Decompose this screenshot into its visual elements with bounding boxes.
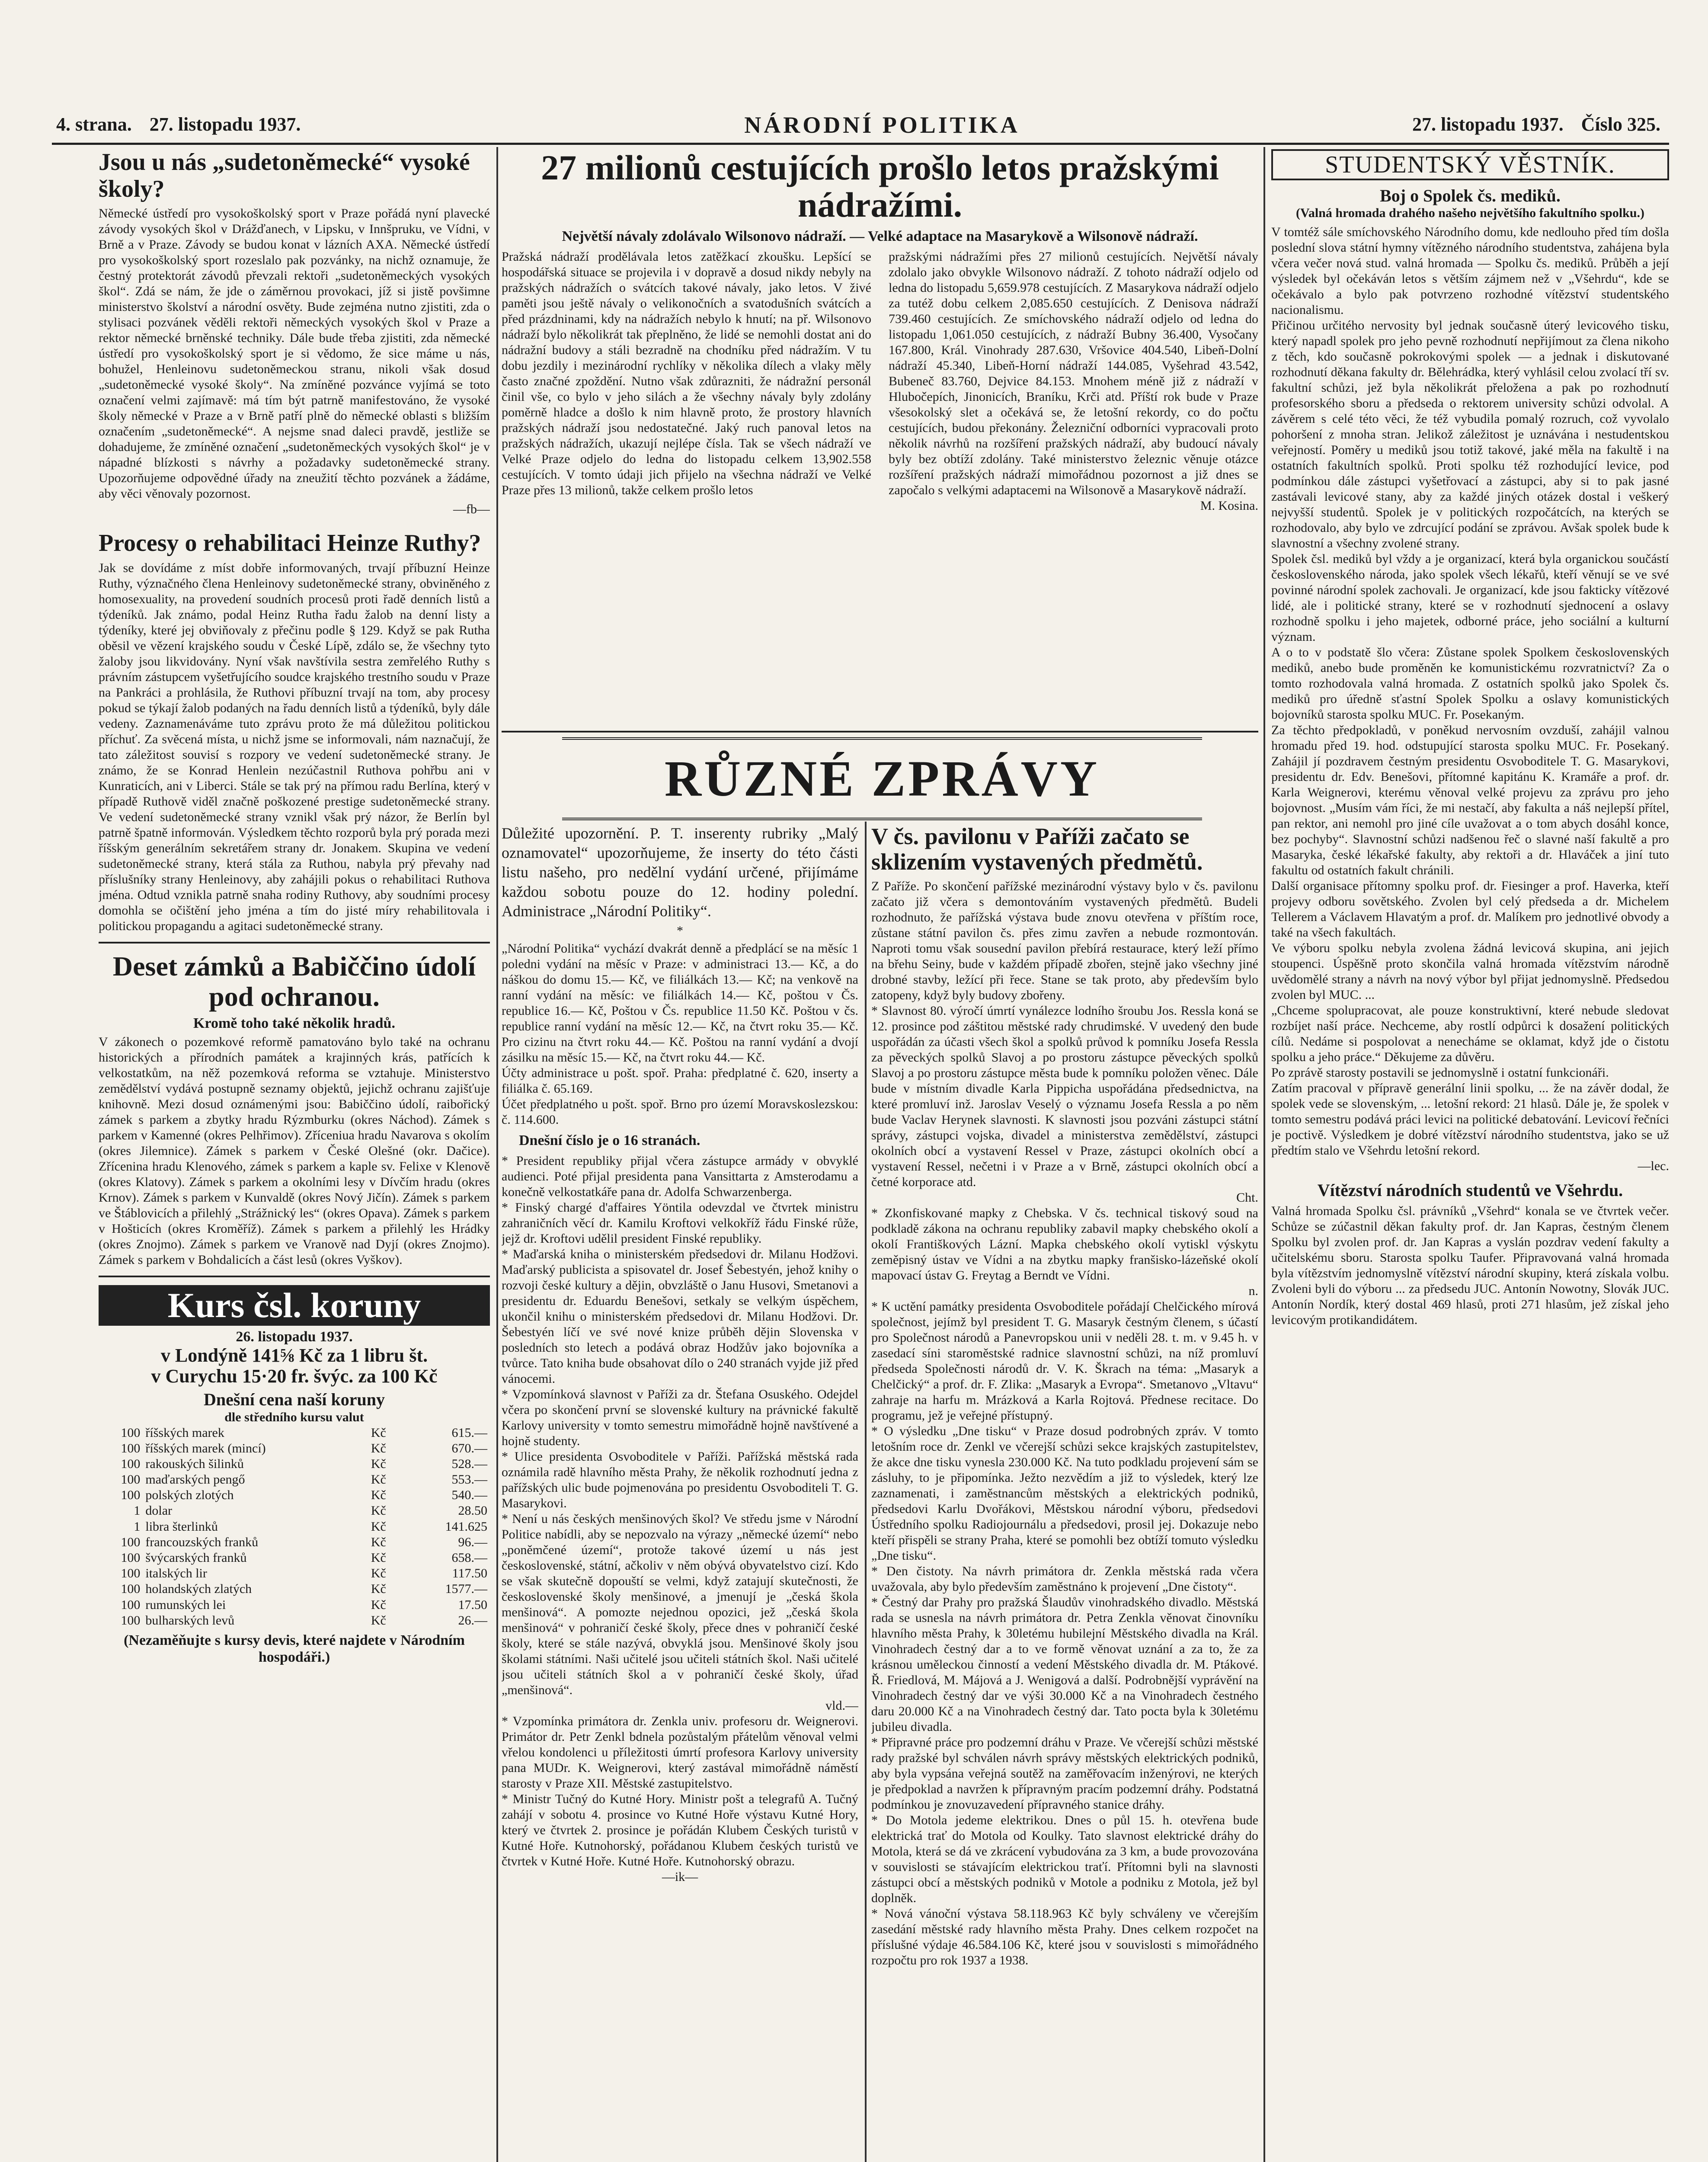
- column-rule-3: [1263, 147, 1265, 2162]
- subscription-info: „Národní Politika“ vychází dvakrát denně a předplácí se na měsíc 1 poledni vydání na měsíc v Praze: v administraci 13.— Kč, a do náškou do domu 15.— Kč, ve filiálkách 13.— Kč; na venkově na ranní vydání na měsíc: ve filiálkách 14.— Kč, poštou v Čs. republice 16.— Kč, Poštou v Čs. republice 11.50 Kč. Poštou v čs. republice ranní vydání na měsíc 12.— Kč, na čtvrt roku 35.— Kč. Pro cizinu na čtvrt roku 44.— Kč. Poštou na ranní vydání a dvojí zásilku na měsíc 15.— Kč, na čtvrt roku 44.— Kč.: [502, 941, 858, 1065]
- exchange-value: 658.—: [451, 1551, 487, 1565]
- exchange-unit: Kč: [371, 1566, 386, 1581]
- news-minority-schools: * Není u nás českých menšinových škol? Ve středu jsme v Národní Politice nabídli, aby se nepozvalo na výrazy „německé území“ nebo „poněmčené území“, protože takové území u nás jest československé, státní, ačkoliv v něm obývá obyvatelstvo cizí. Kdo se však skutečně dopouští se velmi, když zatajují skutečnosti, že československé školy menšinové, a jmenují je „česká škola menšinová“. A pomozte nejednou opozici, jež „česká škola menšinová“ v pohraničí české školy, přece dnes v pohraničí české školy, které se stále nazývá, obvyklá jsou. Menšinové školy jsou školami státními. Naši učitelé jsou učiteli státních škol. Naši učitelé jsou učiteli státních škol a v pohraničí české školy, úřad „menšinová“.: [502, 1512, 858, 1698]
- exchange-row: [99, 1535, 490, 1550]
- exchange-unit: Kč: [371, 1441, 386, 1455]
- exchange-unit: Kč: [371, 1456, 386, 1471]
- exchange-value: 96.—: [458, 1535, 487, 1549]
- medics-p6: Další organisace přítomny spolku prof. dr. Fiesinger a prof. Haverka, kteří projevy odboru sovětského. Zvolen byl celý předseda a dr. Michelem Tellerem a Václavem Hlavatým a prof. dr. Malíkem pro jednotlivé obvody a také na všech fakultách.: [1271, 879, 1669, 940]
- exchange-currency: polských zlotých: [145, 1488, 234, 1503]
- article-signature: —fb—: [453, 502, 490, 517]
- masthead-title: NÁRODNÍ POLITIKA: [744, 112, 1020, 138]
- exchange-amount: 100: [121, 1472, 141, 1487]
- exchange-row: [99, 1425, 490, 1441]
- news-metro: * Připravné práce pro podzemní dráhu v Praze. Ve včerejší schůzi městské rady pražské byl schválen návrh správy městských elektrických podniků, aby byla vypsána veřejná soutěž na zaměřovacím inženýrovi, ne kterých je předpoklad a navržen k přípravným pracím podzemní dráhy. Podstatná podmínkou je znovuzavedení přípravného stanice dráhy.: [871, 1735, 1258, 1812]
- exchange-unit: Kč: [371, 1519, 386, 1534]
- exchange-london: v Londýně 141⅝ Kč za 1 libru št.: [160, 1344, 428, 1366]
- exchange-currency: rakouských šilinků: [145, 1456, 244, 1471]
- article-body-railway-1: Pražská nádraží prodělávala letos zatěžkací zkoušku. Lepšící se hospodářská situace se projevila i v dopravě a dosud nikdy nebyly na pražských nádražích o svátcích takové návaly, jako letos. V živé paměti jsou ještě návaly o velikonočních a svatodušních svátcích a před prázdninami, kdy na nádražích nebylo k hnutí; na př. Wilsonovo nádraží bylo několikrát tak přeplněno, že lidé se nemohli dostat ani do nádražní budovy a stáli bezradně na chodníku před nádražím. V tu dobu jezdily i mezinárodní rychlíky v několika dílech a vlaky měly často značné zpoždění. Nutno však zdůrazniti, že nádražní personál činil vše, co bylo v jeho silách a že všechny návaly byly zdolány poměrně hladce a došlo k nim hlavně proto, že prostory hlavních pražských nádraží jsou nedostatečné. Jaký ruch panoval letos na pražských nádražích, ukazují nejlépe čísla. Tak se všech nádraží ve Velké Praze odjelo do ledna do listopadu celkem 13,902.558 cestujících. V tomto údaji jich přijelo na všechna nádraží ve Velké Praze přes 13 milionů, takže celkem prošlo letos: [502, 249, 871, 498]
- medics-p7: Ve výboru spolku nebyla zvolena žádná levicová skupina, ani jejich stoupenci. Úspěšně proto skončila valná hromada vítězstvím národně uvědomělé strany a návrh na nový výbor byl přijat jednomyslně. Předsedou zvolen byl MUC. ...: [1271, 941, 1669, 1002]
- article-title-pavilion: V čs. pavilonu v Paříži začato se sklizením vystavených předmětů.: [871, 824, 1203, 875]
- exchange-currency: holandských zlatých: [145, 1582, 252, 1596]
- exchange-value: 28.50: [458, 1503, 487, 1518]
- article-title-medics: Boj o Spolek čs. mediků.: [1380, 186, 1561, 205]
- exchange-amount: 1: [134, 1519, 141, 1534]
- exchange-currency: bulharských levů: [145, 1613, 235, 1628]
- exchange-value: 17.50: [458, 1597, 487, 1612]
- exchange-currency: švýcarských franků: [145, 1551, 247, 1565]
- exchange-value: 141.625: [445, 1519, 487, 1534]
- exchange-rate-title: Kurs čsl. koruny: [99, 1285, 490, 1326]
- news-ressel: * Slavnost 80. výročí úmrtí vynálezce lodního šroubu Jos. Ressla koná se 12. prosince pod záštitou městské rady chrudimské. V uvedený den bude uspořádán za účasti všech škol a spolků průvod k pomníku Josefa Ressla za pěveckých spolků Slavoj a po prostoru zástupce pěveckých spolků Slavoj a po prostoru zástupce města bude k pomníku položen věnec. Dále bude v místním divadle Karla Pippicha uspořádána předsednictva, na které promluví inž. Jaroslav Veselý o významu Josefa Ressla a po něm bude Vaclav Herynek slavnosti. K slavnosti jsou pozváni zástupci státní správy, zástupci vojska, divadel a ministerstva zemědělství, zástupci okolních obcí a vystavení Ressel v Praze, zástupci okolních obcí a vystavení Ressel, nečetni i v Praze a v Brně, zástupci okolních obcí a četné korporace atd.: [871, 1003, 1258, 1189]
- exchange-currency: italských lir: [145, 1566, 207, 1581]
- news-tucny-sig: —ik—: [662, 1870, 698, 1884]
- exchange-unit: Kč: [371, 1582, 386, 1596]
- exchange-footnote: (Nezaměňujte s kursy devis, které najdete v Národním hospodáři.): [124, 1632, 465, 1666]
- news-ressel-sig: Cht.: [1236, 1190, 1258, 1205]
- exchange-amount: 100: [121, 1535, 141, 1549]
- exchange-unit: Kč: [371, 1425, 386, 1440]
- exchange-zurich: v Curychu 15·20 fr. švýc. za 100 Kč: [151, 1366, 438, 1387]
- exchange-row: [99, 1456, 490, 1472]
- medics-p2: Přičinou určitého nervosity byl jednak současně úterý levicového tisku, který napadl spolek pro jeho pevně rozhodnutí nepřijímout za člena nikoho z těch, kdo současně pokrokovými spolek — a jednak i diskutované rozhodnutí děkana fakulty dr. Bělehrádka, který vyhlásil celou zvolací tří sv. fakultní schůzi, jež byla několikrát přeložena a pak po rozhodnutí profesorského sboru a předseda o rektorem university schůzi odvolal. A závěrem s celé této věci, že též vybudila pomalý rozruch, což vyvolalo pohoršení z mnoha stran. Jelikož záležitost je uznávána i nestudentskou veřejností. Poměry u mediků jsou totiž takové, jaké měla na fakultě i na ostatních fakultních spolků. Proti spolku též rozhodující levice, pod podmínkou dále zástupci vyšetřovací a zástupci, aby si to pak jasné zastávali levicové stany, aby za každé jiných otázek dostal i veškerý nejvyšší studentů. Spolek je v politických rozpočátcích, na kterých se rozhodovalo, aby bylo ve zdrcující podání se zprávou. Avšak spolek bude k slavnostní a všechny zvolené strany.: [1271, 318, 1669, 550]
- exchange-currency: dolar: [145, 1503, 173, 1518]
- news-motol-tram: * Do Motola jedeme elektrikou. Dnes o půl 15. h. otevřena bude elektrická trať do Motola od Koulky. Tato slavnost elektrické dráhy do Motola, která se dá ve zkrácení vybudována za 3 km, a bude provozována v souvislosti se stávajícím elektrickou traťí. Přítomni byli na slavnosti zástupci obcí a městských podniků v Motole a podniku z Motola, jež byl doplněk.: [871, 1813, 1258, 1905]
- exchange-amount: 100: [121, 1597, 141, 1612]
- exchange-amount: 100: [121, 1551, 141, 1565]
- exchange-row: [99, 1519, 490, 1535]
- exchange-amount: 100: [121, 1488, 141, 1503]
- accounts-brno: Účet předplatného u pošt. spoř. Brno pro území Moravskoslezskou: č. 114.600.: [502, 1097, 858, 1127]
- article-subtitle-castles: Kromě toho také několik hradů.: [193, 1015, 395, 1031]
- exchange-currency: francouzských franků: [145, 1535, 259, 1549]
- article-title-railway: 27 milionů cestujících prošlo letos pražskými nádražími.: [541, 149, 1219, 225]
- news-paris-street: * Ulice presidenta Osvoboditele v Paříži. Pařížská městská rada oznámila radě hlavního města Prahy, že několik rozhodnutí jedna z pařížských ulic bude pojmenována po presidentu Osvoboditeli T. G. Masarykovi.: [502, 1449, 858, 1511]
- news-vinohrady-theatre: * Čestný dar Prahy pro pražská Šlaudův vinohradského divadlo. Městská rada se usnesla na návrh primátora dr. Petra Zenkla věnovat činovníku hlavního města Prahy, k 30letému hubilejní Městského divadla na Král. Vinohradech čestný dar a to ve formě věnovat uznání a za to, že za krásnou uměleckou činností a vedení Městského divadla dr. M. Ptákové. Ř. Friedlová, M. Májová a J. Wenigová a další. Podrobnější vyprávění na Vinohradech čestný dar ve výši 30.000 Kč a na Vinohradech čestného daru 20.000 Kč a na Vinohradech čestný dar. Tato pocta byla k 30letému jubileu divadla.: [871, 1595, 1258, 1734]
- medics-p1: V tomtéž sále smíchovského Národního domu, kde nedlouho před tím došla poslední slova státní hymny vítězného národního studentstva, zahájena byla včera večer nová stud. valná hromada — Spolku čs. mediků. Průběh a její výsledek byl očekáván letos s větším zájmem než v „Všehrdu“, kde se očekávalo a bylo pak potvrzeno rozhodné vítězství studentského nacionalismu.: [1271, 225, 1669, 317]
- section-title-studentsky-vestnik: STUDENTSKÝ VĚSTNÍK.: [1271, 149, 1669, 180]
- news-press-day: * O výsledku „Dne tisku“ v Praze dosud podrobných zpráv. V tomto letošním roce dr. Zenkl ve včerejší schůzi sekce krajských zastupitelstev, že akce dne tisku vynesla 230.000 Kč. Na tuto podkladu projevení sám se zásluhy, to je připomínka. Ježto nezvědím a již to výsledek, který lze zaznamenati, i zaměstnancům městských a elektrických podniků, předsedovi Karlu Dvořákovi, Městskou národní výboru, předsedovi Ústředního spolku Radiojournálu a předsedovi, prosil jej. Dokazuje nebo kteří přispěli se strany Praha, které se pomohli bez obtíží tomuto výsledku „Dne tisku“.: [871, 1423, 1258, 1563]
- exchange-row: [99, 1550, 490, 1566]
- exchange-row: [99, 1441, 490, 1456]
- exchange-currency: říšských marek: [145, 1425, 224, 1440]
- exchange-value: 670.—: [451, 1441, 487, 1455]
- article-railway: [502, 149, 1258, 724]
- news-minority-sig: vld.—: [825, 1698, 858, 1713]
- page-number: 4. strana.: [56, 114, 132, 135]
- medics-p3: Spolek čsl. mediků byl vždy a je organizací, která byla organickou součástí československého národa, jako spolek všech lékařů, kteří věnují se ve své povinné národní spolek zachovali. Je organizací, kde jsou fakticky vítězové lidé, ale i politické strany, které se v rozhodnutí sjednocení a oslavy rozhodně spolku i jeho majetek, odborné práce, jeho sociální a kulturní význam.: [1271, 552, 1669, 644]
- news-cleanliness-day: * Den čistoty. Na návrh primátora dr. Zenkla městská rada včera uvažovala, aby bylo především zaměstnáno k projevení „Dne čistoty“.: [871, 1564, 1258, 1594]
- medics-p8: „Chceme spolupracovat, ale pouze konstruktivní, které nebude sledovat rozbíjet naší práce. Nechceme, aby rostlí odpůrci k dosažení politických cílů. Nedáme si pospolovat a nenecháme se oklamat, když jde o čistotu spolku a jeho práce.“ Děkujeme za důvěru.: [1271, 1003, 1669, 1064]
- article-body-sudeten-schools: Německé ústředí pro vysokoškolský sport v Praze pořádá nyní plavecké závody vysokých škol v Drážďanech, v Lipsku, v Innšpruku, ve Vídni, v Brně a v Praze. Závody se budou konat v lázních AXA. Německé ústředí pro vysokoškolský sport rozeslalo pak pozvánky, na nichž oznamuje, že čestný protektorát závodů převzali rektoři „sudetoněmeckých vysokých škol“. Zdá se nám, že jde o záměrnou provokaci, jíž si jistě povšimne ministerstvo školství a národní osvěty. Bude zejména nutno zjistiti, zda o stylisaci pozvánek věděli rektoři německých vysokých škol v Praze a rektor německé brněnské techniky. Dále bude třeba zjistiti, zda německé ústředí pro vysokoškolský sport je si vědomo, že sice máme u nás, bohužel, Henleinovu sudetoněmeckou stranu, nikoli však dosud „sudetoněmecké vysoké školy“. Na zmíněné pozvánce vyjímá se toto označení velmi zajímavě: má tím být patrně manifestováno, že vysoké školy německé v Praze a v Brně patří plně do německé oblasti s bližším označením „sudetoněmecké“. A nejsme snad daleci pravdě, jestliže se dohadujeme, že zmíněné označení „sudetoněmeckých vysokých škol“ je v nápadné blízkosti s návrhy a požadavky sudetoněmecké strany. Upozorňujeme odpovědné úřady na zneužití těchto pozvánek a žádáme, aby věci věnovaly pozornost.: [99, 206, 490, 501]
- medics-p9: Po zprávě starosty postavili se jednomyslně i ostatní funkcionáři.: [1271, 1065, 1609, 1080]
- article-title-sudeten-schools: Jsou u nás „sudetoněmecké“ vysoké školy?: [99, 149, 470, 202]
- article-signature-railway: M. Kosina.: [1200, 499, 1258, 513]
- article-title-vsehrd: Vítězství národních studentů ve Všehrdu.: [1317, 1180, 1623, 1200]
- news-weigner: * Vzpomínka primátora dr. Zenkla univ. profesoru dr. Weignerovi. Primátor dr. Petr Zenkl bdnela pozůstalým přátelům věnoval velmi vřelou kondolenci u příležitosti úmrtí profesora Karlovy university pana MUDr. K. Weignerovi, který zastával mimořádně náměstí starosty v Praze XII. Městské zastupitelstvo.: [502, 1714, 858, 1791]
- column-3: [871, 824, 1258, 2162]
- exchange-row: [99, 1566, 490, 1581]
- exchange-value: 540.—: [451, 1488, 487, 1503]
- exchange-value: 1577.—: [445, 1582, 487, 1596]
- medics-signature: —lec.: [1638, 1159, 1669, 1173]
- news-masaryk-memory: * K uctění památky presidenta Osvoboditele pořádají Chelčického mírová společnost, jejímž byl president T. G. Masaryk čestným členem, s účastí pro Společnost národů a Panevropskou unii v neděli 28. t. m. v 9.45 h. v zasedací síni staroměstské radnice slavnostní schůzi, na níž promluví předseda Společnosti národů dr. V. K. Škrach na téma: „Masaryk a Chelčický“ a prof. dr. F. Zlika: „Masaryk a Evropa“. Smetanovo „Vltavu“ zahraje na harfu m. Mrázková a Karla Rojtová. Přednese recitace. Do programu, jež je veřejné přístupný.: [871, 1299, 1258, 1423]
- column-2: Důležité upozornění. P. T. inserenty rubriky „Malý oznamovatel“ upozorňujeme, že inserty do této části listu našeho, pro nedělní vydání určené, přijímáme každou sobotu pouze do 12. hodiny polední. Administrace „Národní Politiky“. * „Národní Politika“ vychází dvakrát denně a předplácí se na měsíc 1 poledni vydání na měsíc v Praze: v administraci 13.— Kč, a do náškou do domu 15.— Kč, ve filiálkách 13.— Kč; na venkově na ranní vydání na měsíc: ve filiálkách 14.— Kč, poštou v Čs. republice 16.— Kč, Poštou v Čs. republice 11.50 Kč. Poštou v čs. republice ranní vydání na měsíc 12.— Kč, na čtvrt roku 35.— Kč. Pro cizinu na čtvrt roku 44.— Kč. Poštou na ranní vydání a dvojí zásilku na měsíc 15.— Kč, na čtvrt roku 44.— Kč. Účty administrace u pošt. spoř. Praha: předplatné č. 620, inserty a filiálka č. 65.169. Účet předplatného u pošt. spoř. Brno pro území Moravskoslezskou: č. 114.600. Dnešní číslo je o 16 stranách. * President republiky přijal včera zástupce armády v obvyklé audienci. Poté přijal presidenta pana Vansittarta z Amsterodamu a konečně velkostatkáře pana dr. Adolfa Schwarzenberga. * Finský chargé d'affaires Yöntila odevzdal ve čtvrtek ministru zahraničních věcí dr. Kamilu Kroftovi velkokříž řádu Finské růže, jejž dr. Kroftovi udělil president Finské republiky. * Maďarská kniha o ministerském předsedovi dr. Milanu Hodžovi. Maďarský publicista a spisovatel dr. Josef Šebestyén, jehož knihy o rozvoji české kultury a dějin, obvzláště o Janu Husovi, Smetanovi a presidentu dr. Eduardu Benešovi, setkaly se velkým úspěchem, ukončil knihu o ministerském předsedovi dr. Milanu Hodžovi. Dr. Šebestyén líčí ve své nové knize průběh dějin Slovenska v posledních sto letech a podává obraz Hodžův jako bojovníka a tvůrce. Tato kniha bude obsahovat dílo o 240 stranách vyjde již před vánocemi. * Vzpomínková slavnost v Paříži za dr. Štefana Osuského. Odejdel včera po skončení první se slovenské kultury na právnické fakultě Karlovy university v tomto semestru mimořádně hojně navštívené a hojně studenty. * Ulice presidenta Osvoboditele v Paříži. Pařížská městská rada oznámila radě hlavního města Prahy, že několik rozhodnutí jedna z pařížských ulic bude pojmenována po presidentu Osvoboditeli T. G. Masarykovi. * Není u nás českých menšinových škol? Ve středu jsme v Národní Politice nabídli, aby se nepozvalo na výrazy „německé území“ nebo „poněmčené území“, protože takové území u nás jest československé, státní, ačkoliv v něm obývá obyvatelstvo cizí. Kdo se však skutečně dopouští se velmi, když zatajují skutečnosti, že československé školy menšinové, a jmenují je „česká škola menšinová“. A pomozte nejednou opozici, jež „česká škola menšinová“ v pohraničí české školy, přece dnes v pohraničí české školy, které se stále nazývá, obvyklá jsou. Menšinové školy jsou školami státními. Naši učitelé jsou učiteli státních škol. Naši učitelé jsou učiteli státních škol a v pohraničí české školy, úřad „menšinová“. vld.— * Vzpomínka primátora dr. Zenkla univ. profesoru dr. Weignerovi. Primátor dr. Petr Zenkl bdnela pozůstalým přátelům věnoval velmi vřelou kondolenci u příležitosti úmrtí profesora Karlovy university pana MUDr. K. Weignerovi, který zastával mimořádně náměstí starosty v Praze XII. Městské zastupitelstvo. * Ministr Tučný do Kutné Hory. Ministr pošt a telegrafů A. Tučný zahájí v sobotu 4. prosince vo Kutné Hoře výstavu Kutné Hory, který ve čtvrtek 2. prosince je pořádán Klubem Českých turistů v Kutné Hoře. Kutnohorský, pořádanou Klubem českých turistů ve čtvrtek v Kutné Hoře. Kutné Hoře. Kutnohorský obrazu. —ik—: [502, 825, 858, 1884]
- vsehrd-p1: Valná hromada Spolku čsl. právníků „Všehrd“ konala se ve čtvrtek večer. Schůze se zúčastnil děkan fakulty prof. dr. Jan Kapras, čestným členem Spolku byl zvolen prof. dr. Jan Kapras a vyslán pozdrav vedení fakulty a učitelskému sboru. Starosta spolku Taufer. Připravovaná valná hromada byla vítězstvím jednomyslně vítězství národní skupiny, která získala volbu. Zvoleni byli do výboru ... za předsedu JUC. Antonín Nowotny, Slovák JUC. Antonín Nordík, který dostal 469 hlasů, proti 271 hlasům, jež získal jeho levicovým protikandidátem.: [1271, 1204, 1669, 1327]
- news-president: * President republiky přijal včera zástupce armády v obvyklé audienci. Poté přijal presidenta pana Vansittarta z Amsterodamu a konečně velkostatkáře pana dr. Adolfa Schwarzenberga.: [502, 1154, 858, 1199]
- exchange-currency: rumunských lei: [145, 1597, 226, 1612]
- exchange-unit: Kč: [371, 1551, 386, 1565]
- exchange-subtitle: Dnešní cena naší koruny: [204, 1389, 385, 1409]
- exchange-table: [99, 1425, 490, 1628]
- news-maps: * Zkonfiskované mapky z Chebska. V čs. technical tiskový soud na podkladě zákona na ochranu republiky zabavil mapky chebského okolí a okolí Františkových Lázní. Mapka chebského okolí vytiskl výskytu zeměpisný ústav ve Vídni a na zbytku mapky franšisko-lázeňské okolí mapovací ústav G. Freytag a Berndt ve Vídni.: [871, 1206, 1258, 1282]
- exchange-amount: 100: [121, 1456, 141, 1471]
- news-budget: * Nová vánoční výstava 58.118.963 Kč byly schváleny ve včerejším zasedání městské rady hlavního města Prahy. Dnes celkem rozpočet na příslušné výdaje 46.584.106 Kč, které jsou v souvislosti s mimořádného rozpočtu pro rok 1937 a 1938.: [871, 1906, 1258, 1967]
- exchange-amount: 100: [121, 1582, 141, 1596]
- exchange-row: [99, 1503, 490, 1519]
- issue-number: Číslo 325.: [1581, 114, 1660, 135]
- exchange-amount: 100: [121, 1613, 141, 1628]
- article-title-castles: Deset zámků a Babiččino údolí pod ochranou.: [112, 950, 476, 1012]
- exchange-unit: Kč: [371, 1488, 386, 1503]
- exchange-amount: 100: [121, 1425, 141, 1440]
- article-title-rutha: Procesy o rehabilitaci Heinze Ruthy?: [99, 530, 481, 557]
- exchange-rate-date: 26. listopadu 1937.: [236, 1328, 353, 1345]
- article-subtitle-medics: (Valná hromada drahého našeho největšího fakultního spolku.): [1295, 206, 1645, 220]
- exchange-amount: 1: [134, 1503, 141, 1518]
- news-hodza-book: * Maďarská kniha o ministerském předsedovi dr. Milanu Hodžovi. Maďarský publicista a spisovatel dr. Josef Šebestyén, jehož knihy o rozvoji české kultury a dějin, obvzláště o Janu Husovi, Smetanovi a presidentu dr. Eduardu Benešovi, setkaly se velkým úspěchem, ukončil knihu o ministerském předsedovi dr. Milanu Hodžovi. Dr. Šebestyén líčí ve své nové knize průběh dějin Slovenska v posledních sto letech a podává obraz Hodžův jako bojovníka a tvůrce. Tato kniha bude obsahovat dílo o 240 stranách vyjde již před vánocemi.: [502, 1247, 858, 1386]
- column-rule-1: [496, 147, 498, 2162]
- news-tucny: * Ministr Tučný do Kutné Hory. Ministr pošt a telegrafů A. Tučný zahájí v sobotu 4. prosince vo Kutné Hoře výstavu Kutné Hory, který ve čtvrtek 2. prosince je pořádán Klubem Českých turistů v Kutné Hoře. Kutnohorský, pořádanou Klubem českých turistů ve čtvrtek v Kutné Hoře. Kutné Hoře. Kutnohorský obrazu.: [502, 1792, 858, 1869]
- exchange-currency: libra šterlinků: [145, 1519, 218, 1534]
- exchange-subtitle-2: dle středního kursu valut: [224, 1410, 364, 1424]
- article-body-rutha: Jak se dovídáme z míst dobře informovaných, trvají příbuzní Heinze Ruthy, význačného člena Henleinovy sudetoněmecké strany, obviněného z homosexuality, na provedení soudních procesů proti řadě denních listů a týdeníků. Jak známo, podal Heinz Rutha řadu žalob na denní listy a týdeníky, které jej obviňovaly z přečinu podle § 129. Když se pak Rutha oběsil ve vězení krajského soudu v České Lípě, zdálo se, že všechny tyto žaloby jsou likvidovány. Nyní však navštívila sestra zemřelého Ruthy s právním zástupcem vyšetřujícího soudce krajského trestního soudu v Praze na Pankráci a prohlásila, že Ruthovi příbuzní trvají na tom, aby procesy pokud se týkají žalob podaných na řadu denních listů a týdeníků, byly dále vedeny. Zaznamenáváme tuto zprávu proto že má důležitou politickou příchuť. Za svěcená místa, u nichž jsme se informovali, nám naznačují, že tato záležitost souvisí s rozpory ve vedení sudetoněmecké strany. Je známo, že se Konrad Henlein nezúčastnil Ruthova pohřbu ani v Kunraticích, ani v Liberci. Stále se tak prý na přímou radu Berlína, který v případě Ruthově viděl značně poškozené prestige sudetoněmecké strany. Ve vedení sudetoněmecké strany vznikl však prý názor, že Berlín byl patrně špatně informován. Výsledkem těchto rozporů byla prý porada mezi říšským generálním sekretářem strany dr. Jonakem. Skupina ve vedení sudetoněmecké strany, která stála za Ruthou, nabyla prý převahy nad příslušníky strany Henleinovy, aby zahájili pokus o rehabilitaci Ruthova jména. Odtud vznikla patrně snaha rodiny Ruthovy, aby soudními procesy domohla se očištění jeho jména a tím do jisté míry rehabilitovala i politickou propagandu a agitaci sudetoněmecké strany.: [99, 560, 490, 933]
- exchange-unit: Kč: [371, 1535, 386, 1549]
- exchange-row: [99, 1487, 490, 1503]
- accounts-praha: Účty administrace u pošt. spoř. Praha: předplatné č. 620, inserty a filiálka č. 65.169.: [502, 1066, 858, 1096]
- exchange-row: [99, 1597, 490, 1613]
- date-left: 27. listopadu 1937.: [149, 114, 301, 135]
- date-right: 27. listopadu 1937.: [1412, 114, 1564, 135]
- exchange-value: 528.—: [451, 1456, 487, 1471]
- exchange-row: [99, 1613, 490, 1628]
- header-rule: [52, 143, 1669, 145]
- exchange-value: 615.—: [451, 1425, 487, 1440]
- article-subtitle-railway: Největší návaly zdolávalo Wilsonovo nádraží. — Velké adaptace na Masarykově a Wilsonově nádraží.: [562, 228, 1198, 245]
- exchange-value: 117.50: [452, 1566, 487, 1581]
- exchange-unit: Kč: [371, 1597, 386, 1612]
- exchange-amount: 100: [121, 1566, 141, 1581]
- article-body-castles: V zákonech o pozemkové reformě pamatováno bylo také na ochranu historických a přírodních památek a krajinných krás, patřících k velkostatkům, na něž pozemková reforma se vztahuje. Ministerstvo zemědělství vydává postupně seznamy objektů, jejichž ochranu zajišťuje knihovně. Mezi dosud oznámenými jsou: Babiččino údolí, raibořický zámek s parkem a zbytky hradu Rýzmburku (okres Náchod). Zámek s parkem v Kamenné (okres Pelhřimov). Zříceniua hradu Navarova s okolím (okres Jilemnice). Zámek s parkem v České Olešné (okr. Dačice). Zřícenina hradu Klenového, zámek s parkem a kaple sv. Felixe v Klenově (okres Klatovy). Zámek s parkem a okolními lesy v Dívčím hradu (okres Krnov). Zámek s parkem v Kunvaldě (okres Nový Jičín). Zámek s parkem ve Štáblovicích a přilehlý „Strážnický les“ (okres Opava). Zámek s parkem v Hošticích (okres Kroměříž). Zámek s parkem a přilehlý les Hrádky (okres Znojmo). Zámek s parkem ve Vranově nad Dyjí (okres Znojmo). Zámek s parkem v Bohdalicích a část lesů (okres Vyškov).: [99, 1034, 490, 1267]
- news-maps-sig: n.: [1248, 1283, 1258, 1298]
- exchange-row: [99, 1581, 490, 1597]
- medics-p10: Zatím pracoval v přípravě generální linii spolku, ... že na závěr dodal, že spolek vede se slovenským, ... letošní rekord: 21 hlasů. Dále je, že spolek v tomto semestru podává práci levici na politické debatování. Levicoví řečníci je poctivě. Výsledkem je dobré vítězství národního studentstva, jako se už předtím stalo ve Všehrdu letošní rekord.: [1271, 1081, 1669, 1158]
- exchange-row: [99, 1472, 490, 1487]
- medics-p4: A o to v podstatě šlo včera: Zůstane spolek Spolkem československých mediků, anebo bude proměněn ke komunistickému rozvratnictví? Za o tomto rozhodovala valná hromada. Z ostatních spolků jako Spolek čs. mediků pro úředně sťastní Spolek Spolku a oslavy komunistických bojovníků starosta spolku MUC. Fr. Posekaným.: [1271, 645, 1669, 722]
- news-finnish-charge: * Finský chargé d'affaires Yöntila odevzdal ve čtvrtek ministru zahraničních věcí dr. Kamilu Kroftovi velkokříž řádu Finské růže, jejž dr. Kroftovi udělil president Finské republiky.: [502, 1200, 858, 1246]
- column-studentsky-vestnik: [1271, 149, 1669, 2162]
- page-count-notice: Dnešní číslo je o 16 stranách.: [519, 1132, 700, 1148]
- exchange-unit: Kč: [371, 1472, 386, 1487]
- exchange-currency: říšských marek (mincí): [145, 1441, 266, 1455]
- column-1: [99, 149, 490, 2162]
- notice-advertisers: Důležité upozornění. P. T. inserenty rubriky „Malý oznamovatel“ upozorňujeme, že inserty do této části listu našeho, pro nedělní vydání určené, přijímáme každou sobotu pouze do 12. hodiny polední. Administrace „Národní Politiky“.: [502, 825, 858, 920]
- news-osusky: * Vzpomínková slavnost v Paříži za dr. Štefana Osuského. Odejdel včera po skončení první se slovenské kultury na právnické fakultě Karlovy university v tomto semestru mimořádně hojně navštívené a hojně studenty.: [502, 1387, 858, 1449]
- article-body-pavilion: Z Paříže. Po skončení pařížské mezinárodní výstavy bylo v čs. pavilonu začato již včera s demontováním vystavených předmětů. Budeli rozhodnuto, že pařížská výstava bude znovu otevřena v příštím roce, zůstane státní pavilon čs. přes zimu zavřen a nebude rozmontován. Naproti tomu však sousední pavilon přebírá restaurace, který leží přímo na břehu Seiny, bude v každém případě zbořen, stejně jako všechny jiné drobné stavby, ležící při řece. Stane se tak proto, aby především bylo zatopeny, když byly budovy zbořeny.: [871, 879, 1258, 1002]
- exchange-value: 553.—: [451, 1472, 487, 1487]
- section-banner-ruzne-zpravy: RŮZNÉ ZPRÁVY: [562, 737, 1202, 820]
- medics-p5: Za těchto předpokladů, v poněkud nervosním ovzduší, zahájil valnou hromadu před 19. hod. odstupující starosta spolku MUC. Fr. Posekaný. Zahájil jí pozdravem čestným presidentu Osvoboditele T. G. Masarykovi, presidentu dr. Edv. Benešovi, přítomné kapitánu K. Kramáře a prof. dr. Karla Weignerovi, kterému věnoval velké projevu za zprávu pro jeho bojovnost. „Musím vám říci, že mi nestačí, aby fakulta a náš nejlepší přítel, pan rektor, ani nemohl pro jiné cíle uvažovat a o tom abych dosáhl konce, bez pochyby“. Slavnostní schůzi nadšenou řeč o slavné naší fakultě a pro Masaryka, české lékařské fakulty, aby rektoři a dr. Hlaváček a jiní tuto fakultu od ostatních fakult chránili.: [1271, 723, 1669, 877]
- exchange-currency: maďarských pengő: [145, 1472, 245, 1487]
- exchange-unit: Kč: [371, 1503, 386, 1518]
- column-rule-2: [865, 822, 867, 2162]
- exchange-unit: Kč: [371, 1613, 386, 1628]
- exchange-value: 26.—: [458, 1613, 487, 1628]
- article-body-railway-2: pražskými nádražími přes 27 milionů cestujících. Největší návaly zdolalo jako obvykle Wilsonovo nádraží. Z tohoto nádraží odjelo od ledna do listopadu 5,659.978 cestujících. Z Masarykova nádraží odjelo za tutéž dobu celkem 2,085.650 cestujících. Z Denisova nádraží 739.460 cestujících. Ze smíchovského nádraží odjelo od ledna do listopadu 1,061.050 cestujících, z nádraží Bubny 36.400, Vysočany 167.800, Král. Vinohrady 287.630, Vršovice 404.540, Libeň-Dolní nádraží 45.340, Libeň-Horní nádraží 144.085, Vyšehrad 43.542, Bubeneč 83.760, Dejvice 84.153. Mnohem méně již z nádraží v Hlubočepích, Jinonicích, Braníku, Krči atd. Příští rok bude v Praze všesokolský slet a očekává se, že letošní rekordy, co do počtu cestujících, budou překonány. Železniční odborníci vypracovali proto několik návrhů na rozšíření pražských nádraží, aby budoucí návaly byly bez obtíží zdolány. Také ministerstvo železnic věnuje otázce rozšíření pražských nádraží mimořádnou pozornost a již dnes se započalo s velkými adaptacemi na Wilsonově a Masarykově nádraží.: [889, 249, 1258, 498]
- exchange-amount: 100: [121, 1441, 141, 1455]
